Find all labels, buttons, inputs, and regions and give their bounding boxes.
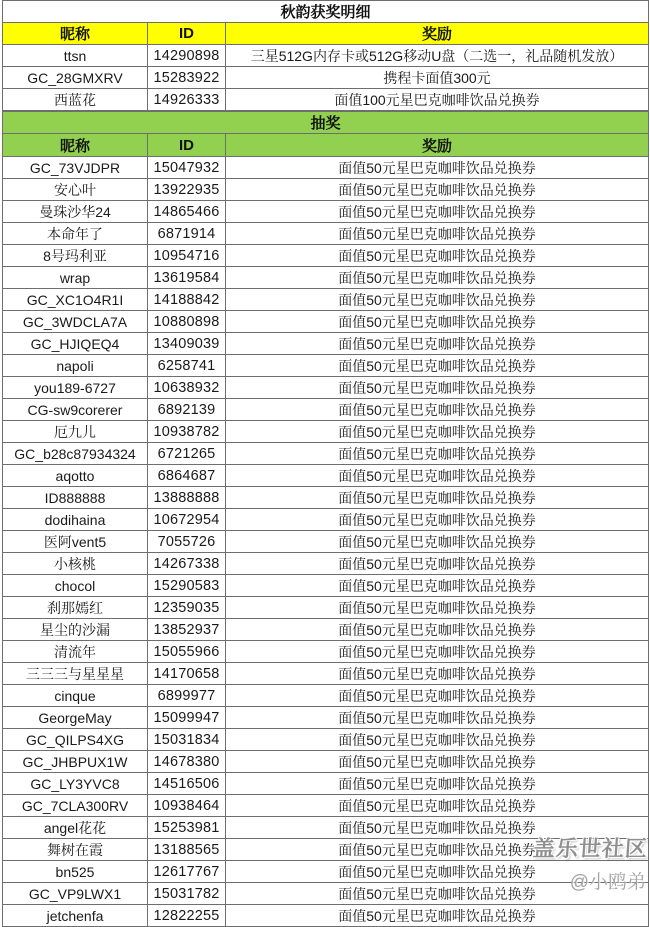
prize-cell: 面值50元星巴克咖啡饮品兑换券 (226, 443, 649, 465)
id-cell: 10672954 (148, 509, 226, 531)
watermark-author: @小鸥弟 (569, 872, 646, 893)
id-cell: 6864687 (148, 465, 226, 487)
prize-cell: 面值50元星巴克咖啡饮品兑换券 (226, 377, 649, 399)
prize-cell: 面值50元星巴克咖啡饮品兑换券 (226, 707, 649, 729)
nickname-cell: GC_7CLA300RV (3, 795, 148, 817)
table-row (3, 67, 649, 89)
table-row (3, 267, 649, 289)
table-row (3, 509, 649, 531)
prize-cell: 面值50元星巴克咖啡饮品兑换券 (226, 817, 649, 839)
nickname-cell: GC_QILPS4XG (3, 729, 148, 751)
prize-cell: 面值50元星巴克咖啡饮品兑换券 (226, 685, 649, 707)
table-row (3, 443, 649, 465)
id-cell: 15055966 (148, 641, 226, 663)
nickname-cell: 本命年了 (3, 223, 148, 245)
nickname-cell: GC_JHBPUX1W (3, 751, 148, 773)
id-cell: 12617767 (148, 861, 226, 883)
id-cell: 13888888 (148, 487, 226, 509)
id-cell: 14926333 (148, 89, 226, 111)
nickname-cell: 8号玛利亚 (3, 245, 148, 267)
id-cell: 6721265 (148, 443, 226, 465)
table-row (3, 795, 649, 817)
table2-col-id: ID (148, 134, 226, 157)
id-cell: 13922935 (148, 179, 226, 201)
nickname-cell: 小核桃 (3, 553, 148, 575)
table-row (3, 553, 649, 575)
table-row (3, 597, 649, 619)
prize-cell: 面值50元星巴克咖啡饮品兑换券 (226, 157, 649, 179)
nickname-cell: GC_73VJDPR (3, 157, 148, 179)
nickname-cell: dodihaina (3, 509, 148, 531)
table-row (3, 641, 649, 663)
table-row (3, 751, 649, 773)
prize-cell: 面值50元星巴克咖啡饮品兑换券 (226, 223, 649, 245)
table-row (3, 817, 649, 839)
table2-header-row (3, 134, 649, 157)
prize-cell: 面值50元星巴克咖啡饮品兑换券 (226, 355, 649, 377)
id-cell: 13619584 (148, 267, 226, 289)
prize-cell: 面值50元星巴克咖啡饮品兑换券 (226, 465, 649, 487)
id-cell: 14267338 (148, 553, 226, 575)
id-cell: 10880898 (148, 311, 226, 333)
id-cell: 15031834 (148, 729, 226, 751)
table2-col-prize: 奖励 (226, 134, 649, 157)
table-row (3, 619, 649, 641)
table-row (3, 905, 649, 927)
nickname-cell: 舞树在霞 (3, 839, 148, 861)
prize-cell: 面值50元星巴克咖啡饮品兑换券 (226, 311, 649, 333)
prize-cell: 三星512G内存卡或512G移动U盘（二选一，礼品随机发放） (226, 45, 649, 67)
nickname-cell: 刹那嫣红 (3, 597, 148, 619)
nickname-cell: ttsn (3, 45, 148, 67)
id-cell: 15283922 (148, 67, 226, 89)
nickname-cell: angel花花 (3, 817, 148, 839)
table-row (3, 399, 649, 421)
id-cell: 10954716 (148, 245, 226, 267)
id-cell: 10638932 (148, 377, 226, 399)
table-row (3, 333, 649, 355)
nickname-cell: GC_VP9LWX1 (3, 883, 148, 905)
nickname-cell: cinque (3, 685, 148, 707)
award-detail-table (2, 0, 649, 111)
prize-cell: 面值50元星巴克咖啡饮品兑换券 (226, 663, 649, 685)
id-cell: 12359035 (148, 597, 226, 619)
table-row (3, 201, 649, 223)
prize-cell: 面值50元星巴克咖啡饮品兑换券 (226, 839, 649, 861)
prize-cell: 面值50元星巴克咖啡饮品兑换券 (226, 641, 649, 663)
prize-cell: 面值50元星巴克咖啡饮品兑换券 (226, 399, 649, 421)
nickname-cell: you189-6727 (3, 377, 148, 399)
id-cell: 13852937 (148, 619, 226, 641)
table-row (3, 355, 649, 377)
table2-title: 抽奖 (3, 112, 649, 134)
id-cell: 15099947 (148, 707, 226, 729)
prize-cell: 面值50元星巴克咖啡饮品兑换券 (226, 751, 649, 773)
nickname-cell: 三三三与星星星 (3, 663, 148, 685)
table2-body (3, 157, 649, 927)
prize-cell: 面值50元星巴克咖啡饮品兑换券 (226, 267, 649, 289)
watermark-brand-logo: 盖乐世社区 (532, 836, 649, 861)
table-row (3, 45, 649, 67)
prize-cell: 面值50元星巴克咖啡饮品兑换券 (226, 553, 649, 575)
nickname-cell: GeorgeMay (3, 707, 148, 729)
nickname-cell: 西蓝花 (3, 89, 148, 111)
id-cell: 14516506 (148, 773, 226, 795)
nickname-cell: 厄九儿 (3, 421, 148, 443)
table1-header-row (3, 23, 649, 45)
id-cell: 10938464 (148, 795, 226, 817)
table-row (3, 89, 649, 111)
id-cell: 6258741 (148, 355, 226, 377)
prize-cell: 面值50元星巴克咖啡饮品兑换券 (226, 729, 649, 751)
nickname-cell: chocol (3, 575, 148, 597)
prize-cell: 面值50元星巴克咖啡饮品兑换券 (226, 487, 649, 509)
table-row (3, 685, 649, 707)
prize-cell: 面值50元星巴克咖啡饮品兑换券 (226, 861, 649, 883)
prize-cell: 面值50元星巴克咖啡饮品兑换券 (226, 597, 649, 619)
nickname-cell: ID888888 (3, 487, 148, 509)
nickname-cell: bn525 (3, 861, 148, 883)
prize-cell: 面值50元星巴克咖啡饮品兑换券 (226, 179, 649, 201)
table-row (3, 421, 649, 443)
prize-cell: 面值50元星巴克咖啡饮品兑换券 (226, 883, 649, 905)
nickname-cell: 医阿vent5 (3, 531, 148, 553)
id-cell: 6899977 (148, 685, 226, 707)
id-cell: 6871914 (148, 223, 226, 245)
prize-cell: 面值50元星巴克咖啡饮品兑换券 (226, 619, 649, 641)
table2-title-row (3, 112, 649, 134)
table1-col-nickname: 昵称 (3, 23, 148, 45)
id-cell: 14170658 (148, 663, 226, 685)
id-cell: 15047932 (148, 157, 226, 179)
id-cell: 15031782 (148, 883, 226, 905)
prize-cell: 面值50元星巴克咖啡饮品兑换券 (226, 509, 649, 531)
nickname-cell: GC_28GMXRV (3, 67, 148, 89)
prize-cell: 面值50元星巴克咖啡饮品兑换券 (226, 531, 649, 553)
lottery-table (2, 111, 649, 927)
table1-col-id: ID (148, 23, 226, 45)
id-cell: 14865466 (148, 201, 226, 223)
id-cell: 13188565 (148, 839, 226, 861)
table-row (3, 531, 649, 553)
id-cell: 7055726 (148, 531, 226, 553)
table-row (3, 289, 649, 311)
prize-cell: 面值100元星巴克咖啡饮品兑换券 (226, 89, 649, 111)
table-row (3, 311, 649, 333)
prize-cell: 面值50元星巴克咖啡饮品兑换券 (226, 245, 649, 267)
nickname-cell: GC_HJIQEQ4 (3, 333, 148, 355)
nickname-cell: GC_XC1O4R1I (3, 289, 148, 311)
nickname-cell: jetchenfa (3, 905, 148, 927)
table-row (3, 883, 649, 905)
table-row (3, 861, 649, 883)
prize-cell: 面值50元星巴克咖啡饮品兑换券 (226, 333, 649, 355)
table-row (3, 707, 649, 729)
nickname-cell: 曼珠沙华24 (3, 201, 148, 223)
id-cell: 6892139 (148, 399, 226, 421)
nickname-cell: wrap (3, 267, 148, 289)
nickname-cell: CG-sw9corerer (3, 399, 148, 421)
nickname-cell: GC_LY3YVC8 (3, 773, 148, 795)
table-row (3, 773, 649, 795)
nickname-cell: 安心叶 (3, 179, 148, 201)
nickname-cell: 星尘的沙漏 (3, 619, 148, 641)
table2-col-nickname: 昵称 (3, 134, 148, 157)
table1-body (3, 45, 649, 111)
id-cell: 14678380 (148, 751, 226, 773)
prize-cell: 面值50元星巴克咖啡饮品兑换券 (226, 773, 649, 795)
prize-cell: 携程卡面值300元 (226, 67, 649, 89)
table-row (3, 839, 649, 861)
table1-title: 秋韵获奖明细 (3, 1, 649, 23)
id-cell: 15253981 (148, 817, 226, 839)
id-cell: 13409039 (148, 333, 226, 355)
table-row (3, 729, 649, 751)
prize-cell: 面值50元星巴克咖啡饮品兑换券 (226, 201, 649, 223)
id-cell: 12822255 (148, 905, 226, 927)
nickname-cell: GC_3WDCLA7A (3, 311, 148, 333)
prize-cell: 面值50元星巴克咖啡饮品兑换券 (226, 421, 649, 443)
nickname-cell: GC_b28c87934324 (3, 443, 148, 465)
table-row (3, 465, 649, 487)
id-cell: 14188842 (148, 289, 226, 311)
table-row (3, 157, 649, 179)
id-cell: 15290583 (148, 575, 226, 597)
table-row (3, 487, 649, 509)
prize-cell: 面值50元星巴克咖啡饮品兑换券 (226, 289, 649, 311)
table-row (3, 377, 649, 399)
prize-cell: 面值50元星巴克咖啡饮品兑换券 (226, 795, 649, 817)
id-cell: 10938782 (148, 421, 226, 443)
table-row (3, 575, 649, 597)
table-row (3, 179, 649, 201)
nickname-cell: 清流年 (3, 641, 148, 663)
id-cell: 14290898 (148, 45, 226, 67)
table1-title-row (3, 1, 649, 23)
table-row (3, 245, 649, 267)
nickname-cell: aqotto (3, 465, 148, 487)
nickname-cell: napoli (3, 355, 148, 377)
table1-col-prize: 奖励 (226, 23, 649, 45)
table-row (3, 223, 649, 245)
prize-cell: 面值50元星巴克咖啡饮品兑换券 (226, 905, 649, 927)
prize-cell: 面值50元星巴克咖啡饮品兑换券 (226, 575, 649, 597)
table-row (3, 663, 649, 685)
